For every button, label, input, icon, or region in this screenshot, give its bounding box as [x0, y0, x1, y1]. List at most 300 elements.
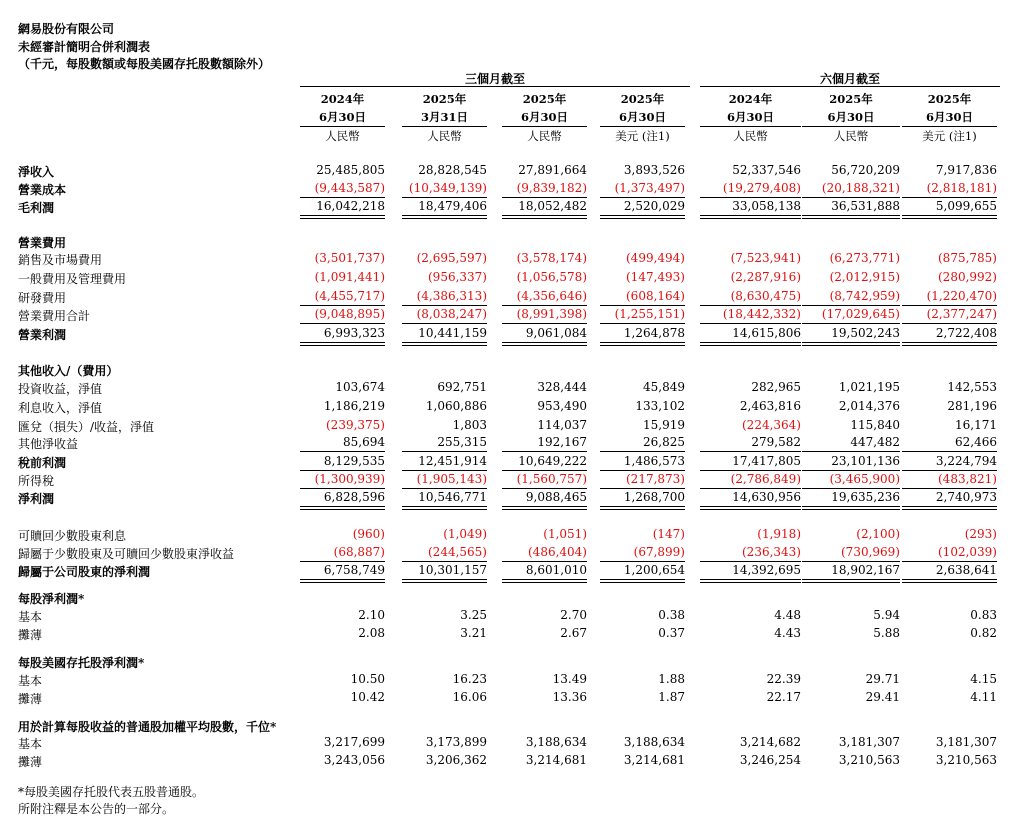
table-cell: 6,828,596 — [323, 490, 385, 504]
subtotal-rule — [902, 305, 997, 306]
row-label: 可贖回少數股東利息 — [18, 529, 127, 543]
subtotal-rule — [802, 470, 900, 471]
row-label: 每股淨利潤* — [18, 592, 85, 606]
footnote-notes: 所附注釋是本公告的一部分。 — [18, 802, 175, 816]
table-cell: 5,099,655 — [935, 199, 997, 213]
table-row — [0, 733, 1024, 751]
subtotal-rule — [802, 561, 900, 562]
subtotal-rule — [802, 305, 900, 306]
table-row — [0, 416, 1024, 434]
row-label: 基本 — [18, 674, 43, 688]
subtotal-rule — [300, 451, 385, 452]
table-cell: 6,993,323 — [323, 326, 385, 340]
table-row — [0, 470, 1024, 488]
table-row — [0, 525, 1024, 543]
table-cell: 3,893,526 — [623, 163, 685, 177]
table-cell: 10.50 — [350, 672, 385, 686]
subtotal-rule — [700, 488, 801, 489]
table-cell: 16.23 — [452, 672, 487, 686]
table-cell: 4.43 — [774, 626, 801, 640]
subtotal-rule — [402, 451, 487, 452]
total-double-rule — [802, 506, 900, 510]
table-cell: (8,991,398) — [516, 307, 587, 321]
table-cell: 25,485,805 — [316, 163, 385, 177]
table-cell: (18,442,332) — [722, 307, 801, 321]
table-cell: 281,196 — [947, 399, 997, 413]
subtotal-rule — [402, 488, 487, 489]
table-cell: 953,490 — [537, 399, 587, 413]
column-header — [902, 90, 997, 145]
table-cell: 3,224,794 — [935, 454, 997, 468]
section-six-months: 六個月截至 — [819, 72, 880, 86]
table-cell: 22.39 — [766, 672, 801, 686]
table-cell: 1,264,878 — [623, 326, 685, 340]
column-currency: 美元 (注1) — [615, 129, 670, 143]
section-six-months-rule — [700, 86, 1000, 87]
table-cell: 1,486,573 — [623, 454, 685, 468]
table-cell: 10,301,157 — [418, 563, 487, 577]
table-cell: (1,049) — [443, 527, 487, 541]
table-cell: 5.94 — [873, 608, 900, 622]
table-row — [0, 433, 1024, 451]
table-cell: 3.25 — [460, 608, 487, 622]
subtotal-rule — [802, 323, 900, 324]
table-cell: 1,021,195 — [838, 380, 900, 394]
total-double-rule — [402, 579, 487, 583]
table-cell: 13.49 — [552, 672, 587, 686]
table-cell: 133,102 — [635, 399, 685, 413]
column-date: 6月30日 — [902, 108, 997, 127]
column-year: 2025年 — [927, 92, 972, 106]
table-cell: (1,905,143) — [416, 472, 487, 486]
column-currency: 人民幣 — [325, 129, 360, 143]
table-cell: 0.83 — [970, 608, 997, 622]
table-cell: (3,578,174) — [516, 251, 587, 265]
row-label: 所得稅 — [18, 474, 55, 488]
table-cell: (293) — [964, 527, 997, 541]
table-cell: (68,887) — [333, 545, 385, 559]
table-row — [0, 232, 1024, 250]
total-double-rule — [600, 579, 685, 583]
subtotal-rule — [402, 470, 487, 471]
table-cell: 1.88 — [658, 672, 685, 686]
subtotal-rule — [700, 323, 801, 324]
table-cell: 14,615,806 — [732, 326, 801, 340]
table-row — [0, 561, 1024, 579]
table-cell: 2,722,408 — [935, 326, 997, 340]
subtotal-rule — [402, 561, 487, 562]
table-cell: (102,039) — [938, 545, 997, 559]
table-cell: 5.88 — [873, 626, 900, 640]
subtotal-rule — [802, 488, 900, 489]
table-cell: 192,167 — [537, 435, 587, 449]
row-label: 利息收入，淨值 — [18, 401, 103, 415]
row-label: 研發費用 — [18, 291, 67, 305]
table-cell: 26,825 — [643, 435, 685, 449]
table-cell: 1,200,654 — [623, 563, 685, 577]
table-cell: (1,220,470) — [926, 289, 997, 303]
table-row — [0, 588, 1024, 606]
subtotal-rule — [902, 561, 997, 562]
table-cell: 52,337,546 — [732, 163, 801, 177]
column-currency: 人民幣 — [527, 129, 562, 143]
table-row — [0, 652, 1024, 670]
table-row — [0, 716, 1024, 734]
subtotal-rule — [502, 488, 587, 489]
column-year: 2024年 — [320, 92, 365, 106]
table-cell: (499,494) — [626, 251, 685, 265]
table-cell: 0.38 — [658, 608, 685, 622]
table-cell: (147) — [652, 527, 685, 541]
table-row — [0, 161, 1024, 179]
table-cell: 10,546,771 — [418, 490, 487, 504]
subtotal-rule — [700, 305, 801, 306]
column-header — [300, 90, 385, 145]
total-double-rule — [502, 215, 587, 219]
table-cell: (280,992) — [938, 270, 997, 284]
row-label: 歸屬于公司股東的淨利潤 — [18, 565, 151, 579]
table-cell: 2,638,641 — [935, 563, 997, 577]
table-cell: 6,758,749 — [323, 563, 385, 577]
total-double-rule — [300, 579, 385, 583]
table-cell: 2.67 — [560, 626, 587, 640]
statement-title: 未經審計簡明合併利潤表 — [18, 40, 151, 54]
subtotal-rule — [600, 197, 685, 198]
total-double-rule — [600, 215, 685, 219]
table-row — [0, 197, 1024, 215]
table-cell: 56,720,209 — [831, 163, 900, 177]
table-row — [0, 287, 1024, 305]
table-cell: 62,466 — [955, 435, 997, 449]
column-date: 6月30日 — [600, 108, 685, 127]
subtotal-rule — [902, 470, 997, 471]
subtotal-rule — [402, 323, 487, 324]
total-double-rule — [902, 342, 997, 346]
total-double-rule — [802, 579, 900, 583]
table-cell: 3,217,699 — [323, 735, 385, 749]
table-cell: (1,051) — [543, 527, 587, 541]
table-row — [0, 688, 1024, 706]
table-cell: 103,674 — [335, 380, 385, 394]
table-cell: (2,100) — [856, 527, 900, 541]
column-currency: 美元 (注1) — [922, 129, 977, 143]
table-cell: 2.70 — [560, 608, 587, 622]
row-label: 攤薄 — [18, 692, 43, 706]
subtotal-rule — [300, 305, 385, 306]
table-cell: (3,465,900) — [829, 472, 900, 486]
table-cell: (608,164) — [626, 289, 685, 303]
table-cell: 3,214,682 — [739, 735, 801, 749]
table-cell: (1,056,578) — [516, 270, 587, 284]
table-cell: (1,255,151) — [614, 307, 685, 321]
total-double-rule — [700, 506, 801, 510]
row-label: 其他收入/（費用） — [18, 364, 119, 378]
subtotal-rule — [300, 561, 385, 562]
subtotal-rule — [600, 305, 685, 306]
subtotal-rule — [502, 470, 587, 471]
subtotal-rule — [902, 451, 997, 452]
table-cell: (1,560,757) — [516, 472, 587, 486]
unit-note: （千元，每股數額或每股美國存托股數額除外） — [18, 57, 271, 71]
table-cell: (486,404) — [528, 545, 587, 559]
table-cell: 692,751 — [437, 380, 487, 394]
total-double-rule — [700, 579, 801, 583]
table-cell: (8,038,247) — [416, 307, 487, 321]
table-cell: 29.41 — [865, 690, 900, 704]
row-label: 投資收益，淨值 — [18, 382, 103, 396]
subtotal-rule — [502, 451, 587, 452]
table-cell: 3,188,634 — [525, 735, 587, 749]
table-cell: 255,315 — [437, 435, 487, 449]
total-double-rule — [902, 579, 997, 583]
column-currency: 人民幣 — [833, 129, 869, 143]
table-cell: (4,356,646) — [516, 289, 587, 303]
column-date: 3月31日 — [402, 108, 487, 127]
table-row — [0, 324, 1024, 342]
table-row — [0, 378, 1024, 396]
table-cell: 3,210,563 — [838, 753, 900, 767]
table-cell: 3,188,634 — [623, 735, 685, 749]
column-year: 2025年 — [620, 92, 665, 106]
table-cell: 27,891,664 — [518, 163, 587, 177]
table-cell: 4.11 — [970, 690, 997, 704]
row-label: 營業利潤 — [18, 328, 67, 342]
table-cell: 3,181,307 — [838, 735, 900, 749]
total-double-rule — [600, 506, 685, 510]
total-double-rule — [502, 342, 587, 346]
table-cell: 12,451,914 — [418, 454, 487, 468]
subtotal-rule — [502, 197, 587, 198]
table-cell: (960) — [352, 527, 385, 541]
table-cell: 16,042,218 — [316, 199, 385, 213]
table-row — [0, 543, 1024, 561]
table-cell: 3,210,563 — [935, 753, 997, 767]
table-cell: (9,839,182) — [516, 181, 587, 195]
table-cell: (8,742,959) — [829, 289, 900, 303]
total-double-rule — [402, 342, 487, 346]
table-cell: 328,444 — [537, 380, 587, 394]
table-cell: 3.21 — [460, 626, 487, 640]
table-cell: 85,694 — [343, 435, 385, 449]
table-cell: 2,520,029 — [623, 199, 685, 213]
column-year: 2025年 — [829, 92, 873, 106]
total-double-rule — [402, 506, 487, 510]
total-double-rule — [600, 342, 685, 346]
total-double-rule — [300, 215, 385, 219]
table-cell: (7,523,941) — [730, 251, 801, 265]
table-cell: (4,455,717) — [314, 289, 385, 303]
subtotal-rule — [700, 451, 801, 452]
table-cell: (3,501,737) — [314, 251, 385, 265]
table-row — [0, 452, 1024, 470]
table-cell: 282,965 — [751, 380, 801, 394]
row-label: 基本 — [18, 737, 43, 751]
subtotal-rule — [600, 470, 685, 471]
table-cell: 2,463,816 — [739, 399, 801, 413]
table-cell: (875,785) — [938, 251, 997, 265]
table-row — [0, 670, 1024, 688]
column-currency: 人民幣 — [733, 129, 768, 143]
subtotal-rule — [700, 561, 801, 562]
subtotal-rule — [502, 305, 587, 306]
table-cell: 10,649,222 — [518, 454, 587, 468]
total-double-rule — [802, 342, 900, 346]
table-cell: (2,012,915) — [829, 270, 900, 284]
total-double-rule — [700, 215, 801, 219]
subtotal-rule — [402, 197, 487, 198]
row-label: 一般費用及管理費用 — [18, 272, 127, 286]
row-label: 淨利潤 — [18, 492, 55, 506]
table-cell: 18,052,482 — [518, 199, 587, 213]
table-cell: 19,635,236 — [831, 490, 900, 504]
table-row — [0, 360, 1024, 378]
total-double-rule — [902, 506, 997, 510]
table-cell: 0.37 — [658, 626, 685, 640]
row-label: 用於計算每股收益的普通股加權平均股數，千位* — [18, 720, 277, 734]
table-cell: (244,565) — [428, 545, 487, 559]
table-cell: 14,392,695 — [732, 563, 801, 577]
table-cell: 22.17 — [766, 690, 801, 704]
table-cell: (483,821) — [938, 472, 997, 486]
table-cell: (17,029,645) — [821, 307, 900, 321]
total-double-rule — [300, 506, 385, 510]
table-cell: 2,014,376 — [838, 399, 900, 413]
table-cell: (19,279,408) — [722, 181, 801, 195]
table-cell: (2,695,597) — [416, 251, 487, 265]
table-row — [0, 606, 1024, 624]
total-double-rule — [402, 215, 487, 219]
column-currency: 人民幣 — [427, 129, 462, 143]
table-row — [0, 305, 1024, 323]
table-cell: 4.15 — [970, 672, 997, 686]
row-label: 匯兌（損失）/收益，淨值 — [18, 420, 155, 434]
section-three-months-rule — [300, 86, 690, 87]
subtotal-rule — [802, 197, 900, 198]
table-cell: 16,171 — [955, 418, 997, 432]
row-label: 營業費用 — [18, 236, 67, 250]
subtotal-rule — [300, 470, 385, 471]
table-cell: (147,493) — [626, 270, 685, 284]
table-cell: (239,375) — [326, 418, 385, 432]
table-cell: 4.48 — [774, 608, 801, 622]
table-row — [0, 249, 1024, 267]
table-cell: 9,061,084 — [525, 326, 587, 340]
table-cell: 142,553 — [947, 380, 997, 394]
column-date: 6月30日 — [300, 108, 385, 127]
table-cell: (2,818,181) — [926, 181, 997, 195]
total-double-rule — [300, 342, 385, 346]
total-double-rule — [502, 579, 587, 583]
company-name: 網易股份有限公司 — [18, 22, 115, 36]
table-row — [0, 268, 1024, 286]
table-cell: 7,917,836 — [935, 163, 997, 177]
table-cell: (217,873) — [626, 472, 685, 486]
table-cell: 8,601,010 — [525, 563, 587, 577]
column-header — [402, 90, 487, 145]
subtotal-rule — [502, 561, 587, 562]
table-cell: 1.87 — [658, 690, 685, 704]
table-cell: 3,246,254 — [739, 753, 801, 767]
table-cell: 33,058,138 — [732, 199, 801, 213]
total-double-rule — [502, 506, 587, 510]
table-cell: 1,186,219 — [323, 399, 385, 413]
table-cell: (956,337) — [428, 270, 487, 284]
subtotal-rule — [300, 323, 385, 324]
table-row — [0, 624, 1024, 642]
footnote-ads: *每股美國存托股代表五股普通股。 — [18, 785, 205, 799]
table-cell: (20,188,321) — [821, 181, 900, 195]
column-header — [502, 90, 587, 145]
table-cell: (2,377,247) — [926, 307, 997, 321]
table-cell: 9,088,465 — [525, 490, 587, 504]
table-cell: 10,441,159 — [418, 326, 487, 340]
subtotal-rule — [902, 323, 997, 324]
table-cell: 29.71 — [865, 672, 900, 686]
table-cell: (2,287,916) — [730, 270, 801, 284]
table-cell: (236,343) — [742, 545, 801, 559]
table-cell: 3,181,307 — [935, 735, 997, 749]
table-cell: 2.10 — [358, 608, 385, 622]
table-cell: 18,479,406 — [418, 199, 487, 213]
table-row — [0, 179, 1024, 197]
table-cell: 279,582 — [751, 435, 801, 449]
table-cell: 447,482 — [850, 435, 900, 449]
table-cell: 115,840 — [850, 418, 900, 432]
row-label: 攤薄 — [18, 628, 43, 642]
table-cell: 19,502,243 — [831, 326, 900, 340]
table-cell: (730,969) — [841, 545, 900, 559]
column-year: 2024年 — [728, 92, 773, 106]
row-label: 稅前利潤 — [18, 456, 67, 470]
table-cell: (9,443,587) — [314, 181, 385, 195]
table-cell: 3,173,899 — [425, 735, 487, 749]
row-label: 營業成本 — [18, 183, 67, 197]
total-double-rule — [802, 215, 900, 219]
column-header — [802, 90, 900, 145]
table-cell: (2,786,849) — [730, 472, 801, 486]
table-cell: 15,919 — [643, 418, 685, 432]
table-cell: 13.36 — [552, 690, 587, 704]
table-cell: 10.42 — [350, 690, 385, 704]
subtotal-rule — [600, 488, 685, 489]
row-label: 銷售及市場費用 — [18, 253, 103, 267]
table-cell: (10,349,139) — [408, 181, 487, 195]
table-cell: 0.82 — [970, 626, 997, 640]
row-label: 每股美國存托股淨利潤* — [18, 656, 145, 670]
subtotal-rule — [700, 470, 801, 471]
table-cell: 3,214,681 — [623, 753, 685, 767]
table-cell: (9,048,895) — [314, 307, 385, 321]
total-double-rule — [902, 215, 997, 219]
table-cell: 23,101,136 — [831, 454, 900, 468]
table-cell: (224,364) — [742, 418, 801, 432]
table-cell: (1,091,441) — [314, 270, 385, 284]
table-row — [0, 488, 1024, 506]
column-date: 6月30日 — [502, 108, 587, 127]
row-label: 毛利潤 — [18, 201, 55, 215]
table-cell: 14,630,956 — [732, 490, 801, 504]
table-cell: 36,531,888 — [831, 199, 900, 213]
table-cell: 2,740,973 — [935, 490, 997, 504]
table-cell: 1,803 — [452, 418, 487, 432]
table-cell: 3,243,056 — [323, 753, 385, 767]
column-date: 6月30日 — [700, 108, 801, 127]
table-cell: 1,268,700 — [623, 490, 685, 504]
column-header — [700, 90, 801, 145]
table-cell: 18,902,167 — [831, 563, 900, 577]
subtotal-rule — [502, 323, 587, 324]
row-label: 其他淨收益 — [18, 437, 79, 451]
